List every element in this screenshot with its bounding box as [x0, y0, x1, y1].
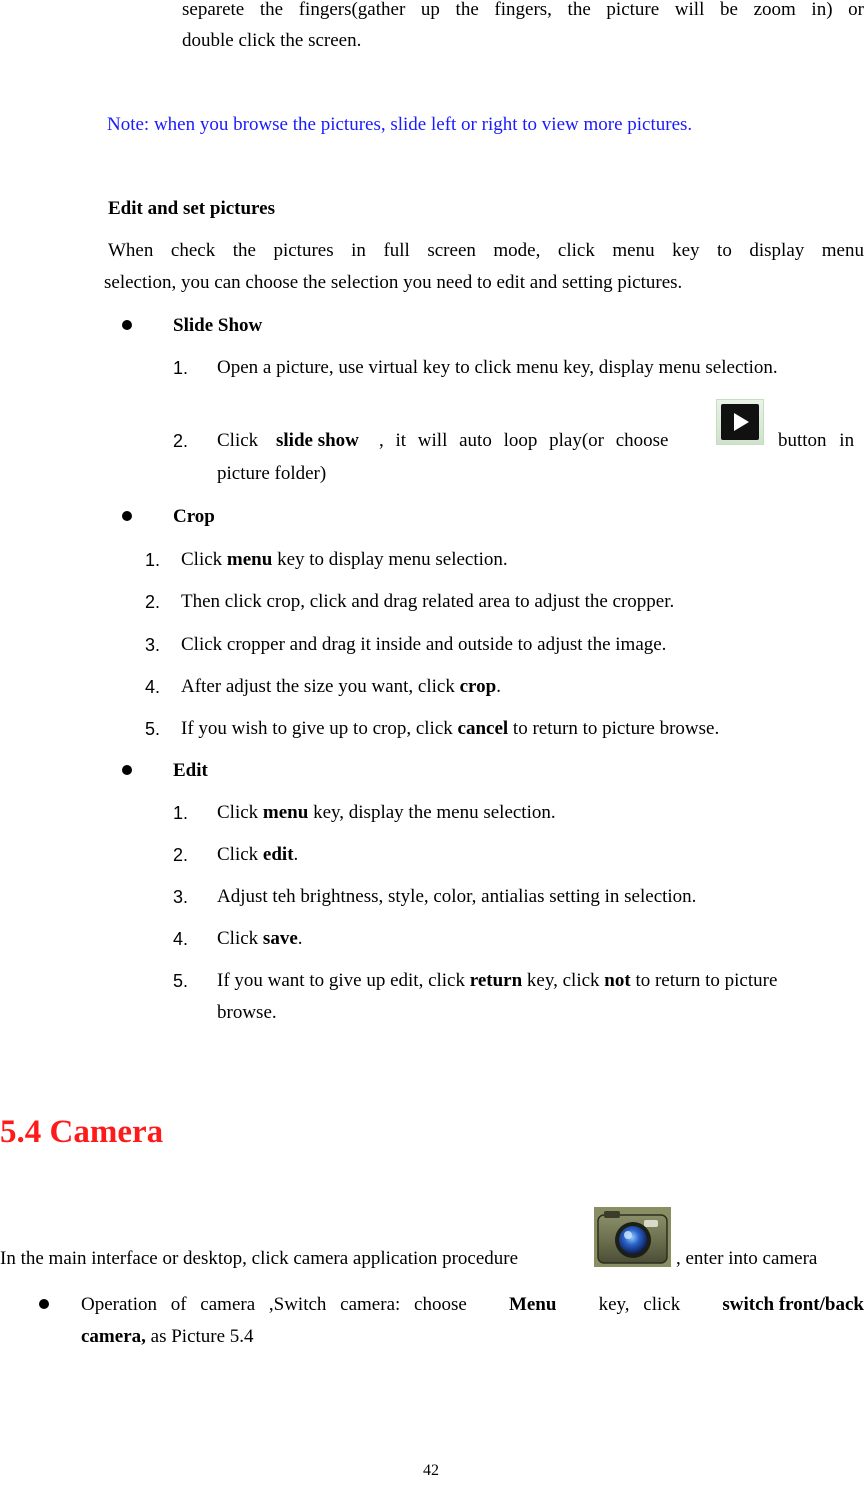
edit-step-5-line-2: browse.: [217, 1002, 277, 1023]
crop-step-num: 5.: [145, 719, 161, 739]
slide-show-step-1: Open a picture, use virtual key to click menu key, display menu selection.: [217, 357, 778, 378]
intro-line-2: double click the screen.: [182, 30, 362, 51]
intro-line-1: separete the fingers(gather up the fingers, the picture will be zoom in) or: [182, 0, 864, 20]
edit-step-num: 4.: [173, 929, 189, 949]
camera-bullet-line-1: Operation of camera ,Switch camera: choose Menu key, click switch front/back: [81, 1294, 864, 1315]
edit-step: Click edit.: [217, 844, 299, 865]
camera-intro-text: In the main interface or desktop, click camera application procedure: [0, 1248, 519, 1269]
edit-section-para-2: selection, you can choose the selection you need to edit and setting pictures.: [104, 272, 683, 293]
slide-show-step-2-num: 2.: [173, 431, 189, 451]
crop-step: If you wish to give up to crop, click cancel to return to picture browse.: [181, 718, 720, 739]
note-text: Note: when you browse the pictures, slide left or right to view more pictures.: [107, 114, 693, 135]
camera-heading: 5.4 Camera: [0, 1114, 164, 1150]
edit-step-num: 5.: [173, 971, 189, 991]
edit-section-title: Edit and set pictures: [108, 198, 275, 219]
crop-title: Crop: [173, 506, 215, 527]
edit-title: Edit: [173, 760, 208, 781]
edit-section-para-1: When check the pictures in full screen mode, click menu key to display menu: [108, 240, 864, 261]
slide-show-step-2-click: Click: [217, 430, 259, 451]
crop-step-num: 1.: [145, 550, 161, 570]
bullet-dot: [122, 511, 132, 521]
slide-show-step-2-line-2: picture folder): [217, 463, 327, 484]
camera-bullet-line-2: camera, as Picture 5.4: [81, 1326, 254, 1347]
camera-intro-tail: , enter into camera: [676, 1248, 818, 1269]
bullet-dot: [122, 320, 132, 330]
slide-show-title: Slide Show: [173, 315, 263, 336]
slide-show-step-2-tail: button in: [778, 430, 855, 451]
slide-show-step-1-num: 1.: [173, 358, 189, 378]
edit-step-num: 2.: [173, 845, 189, 865]
crop-step: Click cropper and drag it inside and outside to adjust the image.: [181, 634, 667, 655]
crop-step: Click menu key to display menu selection.: [181, 549, 508, 570]
edit-step: Adjust teh brightness, style, color, antialias setting in selection.: [217, 886, 697, 907]
crop-step: After adjust the size you want, click crop.: [181, 676, 501, 697]
crop-step-num: 4.: [145, 677, 161, 697]
bullet-dot: [39, 1299, 49, 1309]
edit-step-num: 1.: [173, 803, 189, 823]
crop-step-num: 3.: [145, 635, 161, 655]
camera-app-icon: [594, 1207, 671, 1267]
crop-step: Then click crop, click and drag related area to adjust the cropper.: [181, 591, 675, 612]
slide-show-step-2-text: , it will auto loop play(or choose: [379, 430, 669, 451]
slide-show-step-2-bold: slide show: [276, 430, 359, 451]
edit-step: Click save.: [217, 928, 303, 949]
edit-step: Click menu key, display the menu selection.: [217, 802, 556, 823]
edit-step-5: If you want to give up edit, click return key, click not to return to picture: [217, 970, 778, 991]
page-number: 42: [423, 1462, 439, 1479]
bullet-dot: [122, 765, 132, 775]
play-button-icon: [716, 399, 764, 445]
crop-step-num: 2.: [145, 592, 161, 612]
edit-step-num: 3.: [173, 887, 189, 907]
